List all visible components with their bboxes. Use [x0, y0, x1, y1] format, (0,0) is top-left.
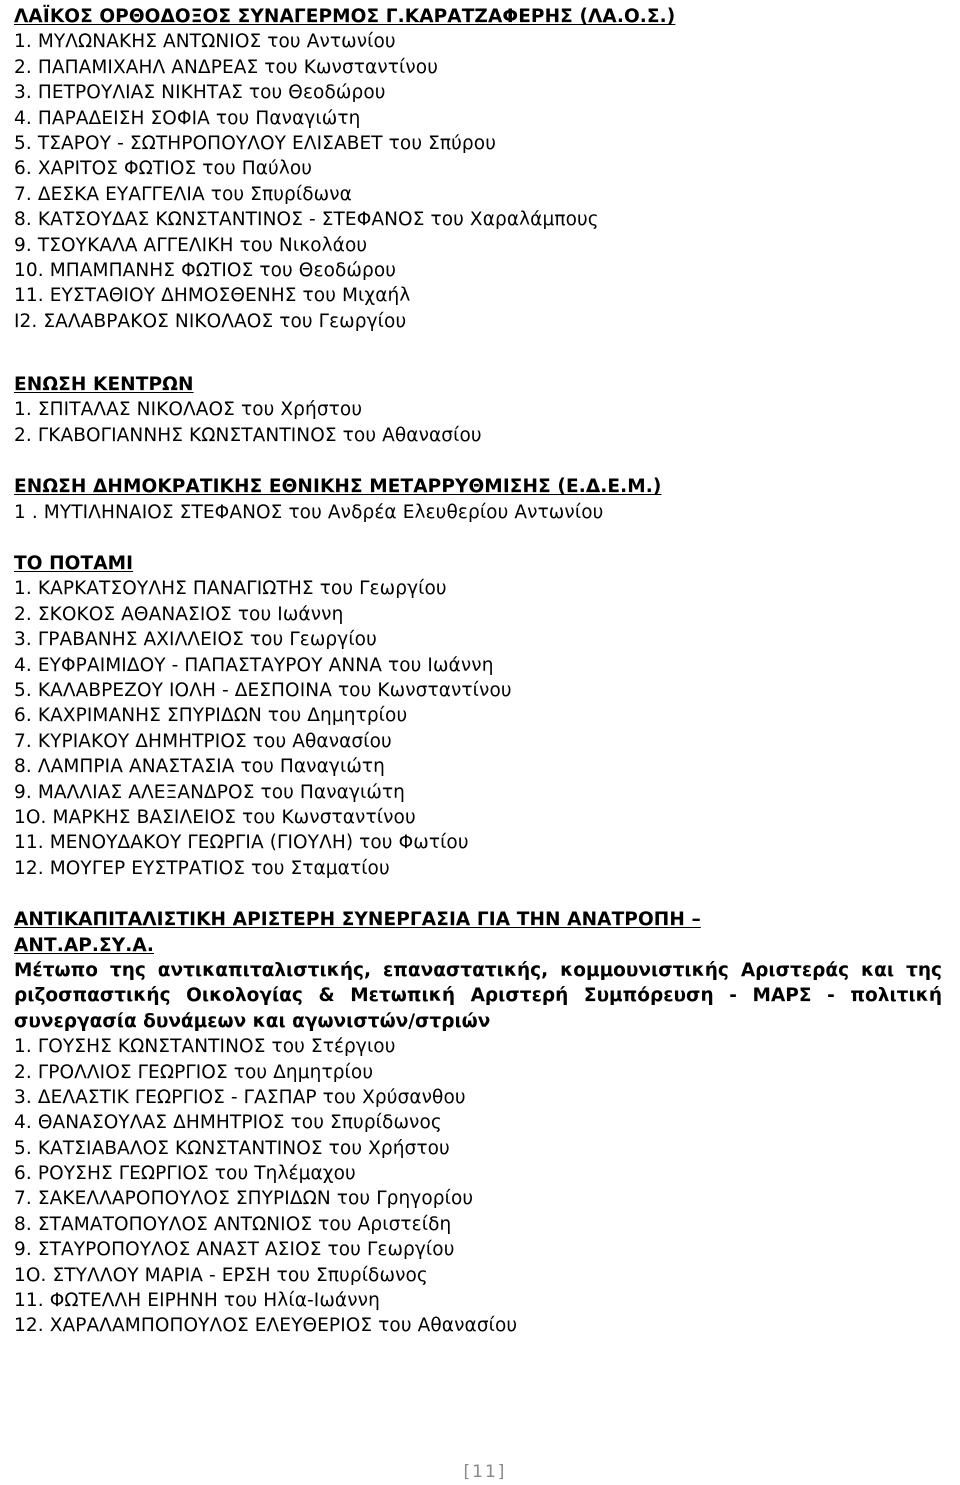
- spacer: [14, 334, 950, 372]
- spacer: [14, 881, 950, 907]
- spacer: [14, 448, 950, 474]
- spacer: [14, 525, 950, 551]
- list-item: 3. ΔΕΛΑΣΤΙΚ ΓΕΩΡΓΙΟΣ - ΓΑΣΠΑΡ του Χρύσανθου: [14, 1086, 466, 1108]
- list-item: 1Ο. ΜΑΡΚΗΣ ΒΑΣΙΛΕΙΟΣ του Κωνσταντίνου: [14, 806, 416, 828]
- list-item: 5. ΚΑΛΑΒΡΕΖΟΥ ΙΟΛΗ - ΔΕΣΠΟΙΝΑ του Κωνσταντίνου: [14, 679, 512, 701]
- list-item: Ι2. ΣΑΛΑΒΡΑΚΟΣ ΝΙΚΟΛΑΟΣ του Γεωργίου: [14, 310, 407, 332]
- section-enosi-kentron: [14, 372, 950, 448]
- section-heading: ΕΝΩΣΗ ΚΕΝΤΡΩΝ: [14, 374, 194, 396]
- section-heading: ΤΟ ΠΟΤΑΜΙ: [14, 553, 134, 575]
- list-item: 8. ΣΤΑΜΑΤΟΠΟΥΛΟΣ ΑΝΤΩΝΙΟΣ του Αριστείδη: [14, 1213, 452, 1235]
- list-item: 3. ΓΡΑΒΑΝΗΣ ΑΧΙΛΛΕΙΟΣ του Γεωργίου: [14, 629, 377, 651]
- list-item: 6. ΚΑΧΡΙΜΑΝΗΣ ΣΠΥΡΙΔΩΝ του Δημητρίου: [14, 705, 408, 727]
- list-item: 2. ΓΚΑΒΟΓΙΑΝΝΗΣ ΚΩΝΣΤΑΝΤΙΝΟΣ του Αθανασίου: [14, 424, 482, 446]
- list-item: 12. ΜΟΥΓΕΡ ΕΥΣΤΡΑΤΙΟΣ του Σταματίου: [14, 857, 390, 879]
- section-heading: ΛΑΪΚΟΣ ΟΡΘΟΔΟΞΟΣ ΣΥΝΑΓΕΡΜΟΣ Γ.ΚΑΡΑΤΖΑΦΕΡΗΣ (ΛΑ.Ο.Σ.): [14, 6, 676, 27]
- list-item: 9. ΤΣΟΥΚΑΛΑ ΑΓΓΕΛΙΚΗ του Νικολάου: [14, 234, 368, 256]
- list-item: 4. ΕΥΦΡΑΙΜΙΔΟΥ - ΠΑΠΑΣΤΑΥΡΟΥ ΑΝΝΑ του Ιωάννη: [14, 654, 494, 676]
- list-item: 10. ΜΠΑΜΠΑΝΗΣ ΦΩΤΙΟΣ του Θεοδώρου: [14, 259, 397, 281]
- list-item: 5. ΚΑΤΣΙΑΒΑΛΟΣ ΚΩΝΣΤΑΝΤΙΝΟΣ του Χρήστου: [14, 1137, 450, 1159]
- list-item: 1 . ΜΥΤΙΛΗΝΑΙΟΣ ΣΤΕΦΑΝΟΣ του Ανδρέα Ελευθερίου Αντωνίου: [14, 501, 604, 523]
- list-item: 7. ΚΥΡΙΑΚΟΥ ΔΗΜΗΤΡΙΟΣ του Αθανασίου: [14, 730, 392, 752]
- list-item: 8. ΚΑΤΣΟΥΔΑΣ ΚΩΝΣΤΑΝΤΙΝΟΣ - ΣΤΕΦΑΝΟΣ του Χαραλάμπους: [14, 209, 599, 231]
- list-item: 6. ΡΟΥΣΗΣ ΓΕΩΡΓΙΟΣ του Τηλέμαχου: [14, 1163, 356, 1185]
- list-item: 1. ΓΟΥΣΗΣ ΚΩΝΣΤΑΝΤΙΝΟΣ του Στέργιου: [14, 1036, 396, 1058]
- list-item: 7. ΣΑΚΕΛΛΑΡΟΠΟΥΛΟΣ ΣΠΥΡΙΔΩΝ του Γρηγορίου: [14, 1188, 474, 1210]
- list-item: 1. ΚΑΡΚΑΤΣΟΥΛΗΣ ΠΑΝΑΓΙΩΤΗΣ του Γεωργίου: [14, 578, 447, 600]
- list-item: 1Ο. ΣΤΥΛΛΟΥ ΜΑΡΙΑ - ΕΡΣΗ του Σπυρίδωνος: [14, 1264, 428, 1286]
- section-description: Μέτωπο της αντικαπιταλιστικής, επαναστατικής, κομμουνιστικής Αριστεράς και της ριζοσπαστικής Οικολογίας & Μετωπική Αριστερή Συμπόρευση - ΜΑΡΣ - πολιτική συνεργασία δυνάμεων και αγωνιστών/στριών: [14, 959, 942, 1032]
- section-heading: ΕΝΩΣΗ ΔΗΜΟΚΡΑΤΙΚΗΣ ΕΘΝΙΚΗΣ ΜΕΤΑΡΡΥΘΜΙΣΗΣ (Ε.Δ.Ε.Μ.): [14, 476, 662, 498]
- list-item: 1. ΜΥΛΩΝΑΚΗΣ ΑΝΤΩΝΙΟΣ του Αντωνίου: [14, 31, 396, 53]
- document-page: [14, 4, 950, 1339]
- section-heading-line-2: ΑΝΤ.ΑΡ.ΣΥ.Α.: [14, 934, 154, 956]
- list-item: 11. ΜΕΝΟΥΔΑΚΟΥ ΓΕΩΡΓΙΑ (ΓΙΟΥΛΗ) του Φωτίου: [14, 832, 469, 854]
- section-edem: [14, 474, 950, 525]
- list-item: 4. ΘΑΝΑΣΟΥΛΑΣ ΔΗΜΗΤΡΙΟΣ του Σπυρίδωνος: [14, 1112, 442, 1134]
- section-antarsya: [14, 907, 950, 1339]
- section-to-potami: [14, 551, 950, 881]
- page-number: [11]: [463, 1462, 507, 1482]
- list-item: 2. ΓΡΟΛΛΙΟΣ ΓΕΩΡΓΙΟΣ του Δημητρίου: [14, 1061, 374, 1083]
- list-item: 11. ΕΥΣΤΑΘΙΟΥ ΔΗΜΟΣΘΕΝΗΣ του Μιχαήλ: [14, 285, 411, 307]
- section-laos: [14, 4, 950, 334]
- list-item: 6. ΧΑΡΙΤΟΣ ΦΩΤΙΟΣ του Παύλου: [14, 158, 313, 180]
- list-item: 7. ΔΕΣΚΑ ΕΥΑΓΓΕΛΙΑ του Σπυρίδωνα: [14, 183, 352, 205]
- list-item: 2. ΣΚΟΚΟΣ ΑΘΑΝΑΣΙΟΣ του Ιωάννη: [14, 603, 344, 625]
- list-item: 11. ΦΩΤΕΛΛΗ ΕΙΡΗΝΗ του Ηλία-Ιωάννη: [14, 1290, 380, 1312]
- list-item: 4. ΠΑΡΑΔΕΙΣΗ ΣΟΦΙΑ του Παναγιώτη: [14, 107, 361, 129]
- list-item: 3. ΠΕΤΡΟΥΛΙΑΣ ΝΙΚΗΤΑΣ του Θεοδώρου: [14, 82, 386, 104]
- section-heading-line-1: ΑΝΤΙΚΑΠΙΤΑΛΙΣΤΙΚΗ ΑΡΙΣΤΕΡΗ ΣΥΝΕΡΓΑΣΙΑ ΓΙΑ ΤΗΝ ΑΝΑΤΡΟΠΗ –: [14, 909, 701, 931]
- list-item: 12. ΧΑΡΑΛΑΜΠΟΠΟΥΛΟΣ ΕΛΕΥΘΕΡΙΟΣ του Αθανασίου: [14, 1315, 518, 1337]
- list-item: 1. ΣΠΙΤΑΛΑΣ ΝΙΚΟΛΑΟΣ του Χρήστου: [14, 399, 363, 421]
- list-item: 9. ΜΑΛΛΙΑΣ ΑΛΕΞΑΝΔΡΟΣ του Παναγιώτη: [14, 781, 406, 803]
- list-item: 5. ΤΣΑΡΟΥ - ΣΩΤΗΡΟΠΟΥΛΟΥ ΕΛΙΣΑΒΕΤ του Σπύρου: [14, 132, 497, 154]
- list-item: 2. ΠΑΠΑΜΙΧΑΗΛ ΑΝΔΡΕΑΣ του Κωνσταντίνου: [14, 56, 439, 78]
- list-item: 9. ΣΤΑΥΡΟΠΟΥΛΟΣ ΑΝΑΣΤ ΑΣΙΟΣ του Γεωργίου: [14, 1239, 455, 1261]
- list-item: 8. ΛΑΜΠΡΙΑ ΑΝΑΣΤΑΣΙΑ του Παναγιώτη: [14, 756, 385, 778]
